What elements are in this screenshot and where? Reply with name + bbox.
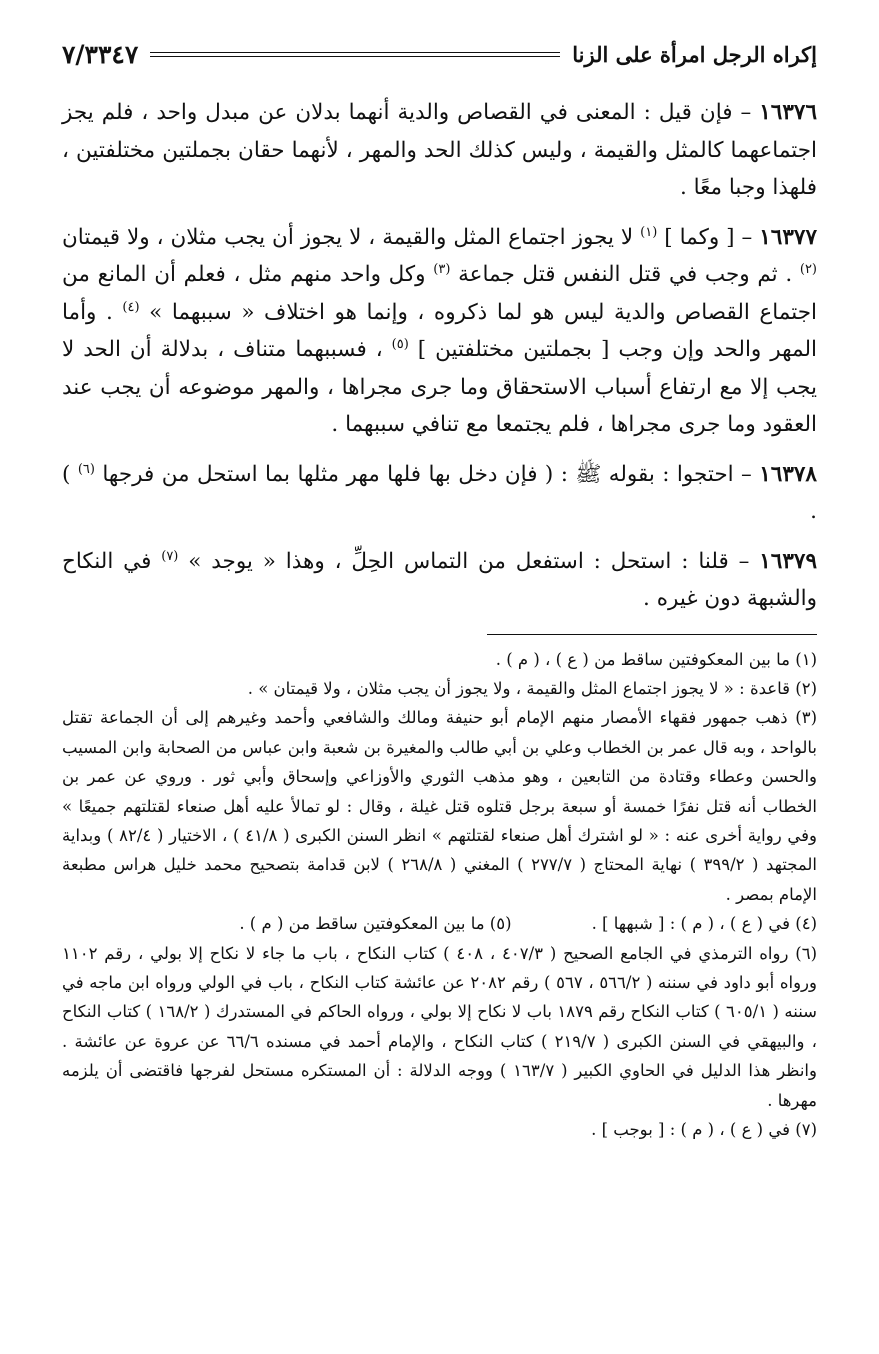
footnote-ref: (٣) xyxy=(433,261,451,277)
paragraph-text: . ثم وجب في قتل النفس قتل جماعة xyxy=(450,262,800,287)
footnote-ref: (٥) xyxy=(391,336,409,352)
paragraph-text: في النكاح والشبهة دون غيره . xyxy=(62,548,817,611)
footnote-6: (٦) رواه الترمذي في الجامع الصحيح ( ٤٠٧/٣ ، ٤٠٨ ) كتاب النكاح ، باب ما جاء لا نكاح إلا بولي ، رقم ١١٠٢ ورواه أبو داود في سننه ( ٥٦٦/٢ ، ٥٦٧ ) رقم ٢٠٨٢ عن عائشة كتاب النكاح ، باب في الولي ورواه ابن ماجه في سننه ( ٦٠٥/١ ) كتاب النكاح رقم ١٨٧٩ باب لا نكاح إلا بولي ، ورواه الحاكم في المستدرك ( ١٦٨/٢ ) كتاب النكاح ، والبيهقي في السنن الكبرى ( ٢١٩/٧ ) كتاب النكاح ، والإمام أحمد في مسنده ٦٦/٦ عن عروة عن عائشة . وانظر هذا الدليل في الحاوي الكبير ( ١٦٣/٧ ) ووجه الدلالة : أن المستكره مستحل لفرجها فاقتضى أن يلزمه مهرها . xyxy=(62,943,818,1110)
paragraph-16379 xyxy=(62,543,817,618)
paragraph-number: ١٦٣٧٨ xyxy=(759,461,817,487)
footnote-3: (٣) ذهب جمهور فقهاء الأمصار منهم الإمام أبو حنيفة ومالك والشافعي وأحمد وغيرهم إلى أن الجماعة تقتل بالواحد ، وبه قال عمر بن الخطاب وعلي بن أبي طالب والمغيرة بن شعبة وابن عباس من الصحابة وابن المسيب والحسن وعطاء وقتادة من التابعين ، وهو مذهب الثوري والأوزاعي وإسحاق وأبي ثور . وروي عن عمر بن الخطاب أنه قتل نفرًا خمسة أو سبعة برجل قتلوه قتل غيلة ، وقال : لو تمالأ عليه أهل صنعاء لقتلتهم جميعًا » وفي رواية أخرى عنه : « لو اشترك أهل صنعاء لقتلتهم » انظر السنن الكبرى ( ٤١/٨ ) ، الاختيار ( ٨٢/٤ ) وبداية المجتهد ( ٣٩٩/٢ ) نهاية المحتاج ( ٢٧٧/٧ ) المغني ( ٢٦٨/٨ ) لابن قدامة بتصحيح محمد خليل هراس مطبعة الإمام بمصر . xyxy=(62,708,818,904)
paragraph-text: لا يجوز اجتماع المثل والقيمة ، لا يجوز أن يجب مثلان ، ولا قيمتان xyxy=(62,224,641,250)
footnote-row-4-5 xyxy=(62,909,817,938)
paragraph-text: وكل واحد منهم مثل ، فعلم أن المانع من اجتماع القصاص والدية ليس هو لما ذكروه ، وإنما هو اختلاف « سببهما » xyxy=(62,262,817,325)
page-header xyxy=(62,34,817,74)
footnote-ref: (٤) xyxy=(122,299,140,315)
page-number: ٧/٣٣٤٧ xyxy=(62,39,139,69)
footnote-2: (٢) قاعدة : « لا يجوز اجتماع المثل والقيمة ، ولا يجوز أن يجب مثلان ، ولا قيمتان » . xyxy=(247,678,817,698)
header-rule xyxy=(150,52,560,57)
paragraph-number: ١٦٣٧٦ xyxy=(759,100,817,125)
footnote-divider xyxy=(487,634,817,635)
paragraph-text: – احتجوا : بقوله ﷺ : ( فإن دخل بها فلها مهر مثلها بما استحل من فرجها xyxy=(94,461,760,487)
footnotes xyxy=(62,645,817,1145)
main-text xyxy=(62,94,817,618)
paragraph-number: ١٦٣٧٩ xyxy=(759,548,817,574)
paragraph-16378 xyxy=(62,456,817,531)
footnote-4: (٤) في ( ع ) ، ( م ) : [ شبهها ] . xyxy=(591,914,817,934)
footnote-5: (٥) ما بين المعكوفتين ساقط من ( م ) . xyxy=(239,914,512,934)
paragraph-text: – فإن قيل : المعنى في القصاص والدية أنهما بدلان عن مبدل واحد ، فلم يجز اجتماعهما كالمثل والقيمة ، وليس كذلك الحد والمهر ، لأنهما حقان بجملتين مختلفتين ، فلهذا وجبا معًا . xyxy=(62,100,817,200)
paragraph-text: – [ وكما ] xyxy=(657,224,760,250)
paragraph-16376 xyxy=(62,94,817,207)
paragraph-text: ) . xyxy=(62,461,817,524)
footnote-1: (١) ما بين المعكوفتين ساقط من ( ع ) ، ( م ) . xyxy=(495,649,817,669)
paragraph-text: . وأما المهر والحد وإن وجب [ بجملتين مختلفتين ] xyxy=(62,299,817,362)
footnote-ref: (٦) xyxy=(77,461,95,477)
running-title: إكراه الرجل امرأة على الزنا xyxy=(572,41,817,67)
footnote-ref: (٢) xyxy=(799,261,817,277)
footnote-7: (٧) في ( ع ) ، ( م ) : [ بوجب ] . xyxy=(591,1120,817,1139)
footnote-ref: (٧) xyxy=(161,548,179,564)
book-page xyxy=(62,34,817,1144)
paragraph-text: ، فسببهما متناف ، بدلالة أن الحد لا يجب إلا مع ارتفاع أسباب الاستحقاق وما جرى مجراها ، والمهر موضوعه أن يجب عند العقود وما جرى مجراها ، فلم يجتمعا مع تنافي سببهما . xyxy=(62,337,817,437)
paragraph-16377 xyxy=(62,219,817,444)
paragraph-text: – قلنا : استحل : استفعل من التماس الحِلِّ ، وهذا « يوجد » xyxy=(178,548,760,574)
paragraph-number: ١٦٣٧٧ xyxy=(759,224,817,250)
footnote-ref: (١) xyxy=(640,224,658,240)
